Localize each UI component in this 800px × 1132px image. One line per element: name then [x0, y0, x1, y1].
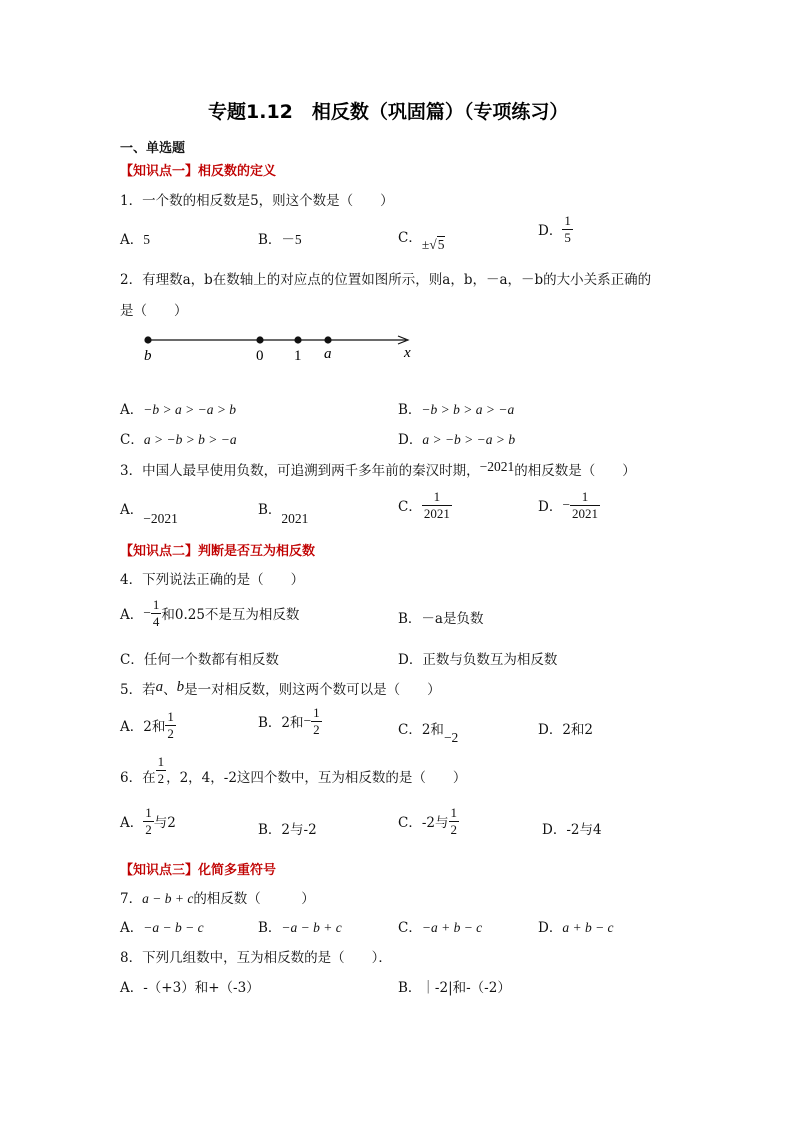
- option-label: A．: [120, 232, 144, 248]
- q2-option-b[interactable]: [398, 398, 514, 418]
- option-text: a > −b > b > −a: [143, 432, 237, 447]
- q5-stem: [120, 678, 441, 699]
- fraction: [151, 598, 162, 628]
- minus-sign: −: [303, 713, 312, 729]
- radicand: 5: [437, 237, 445, 252]
- q2-stem-line1: 2．有理数a，b在数轴上的对应点的位置如图所示，则a，b，－a，－b的大小关系正确的: [120, 272, 652, 288]
- fraction: [156, 755, 167, 785]
- q2-option-d[interactable]: [398, 428, 515, 448]
- q4-option-c[interactable]: [120, 648, 279, 668]
- numerator: 1: [450, 805, 457, 820]
- label-b: b: [144, 348, 152, 364]
- q1-option-c[interactable]: [398, 226, 445, 252]
- numerator: 1: [564, 213, 571, 228]
- q8-stem: 8．下列几组数中，互为相反数的是（ ）．: [120, 950, 392, 966]
- section-heading: 一、单选题: [120, 141, 186, 156]
- option-label: A．: [120, 607, 144, 624]
- denominator: 2: [450, 821, 457, 837]
- q6-stem-text-end: ，2，4，-2这四个数中，互为相反数的是（ ）: [166, 770, 467, 787]
- numerator: 1: [570, 490, 600, 506]
- option-label: D．: [538, 722, 563, 738]
- minus-sign: −: [143, 605, 151, 621]
- page-title: 专题1.12 相反数（巩固篇）（专项练习）: [208, 101, 569, 123]
- q2-stem-line2: 是（ ）: [120, 303, 188, 319]
- q1-stem: 1．一个数的相反数是5，则这个数是（ ）: [120, 193, 394, 209]
- q3-option-a[interactable]: [120, 498, 178, 526]
- option-label: D．: [538, 499, 563, 516]
- option-label: D．: [398, 652, 423, 668]
- option-text: −a + b − c: [421, 920, 483, 935]
- q1-option-d[interactable]: [538, 214, 573, 244]
- minus-sign: −: [562, 497, 570, 513]
- option-label: B．: [398, 402, 422, 418]
- option-text: -（+3）和+（-3）: [143, 980, 260, 996]
- option-text: −a − b + c: [281, 920, 342, 935]
- option-label: D．: [542, 822, 567, 838]
- option-text: a + b − c: [562, 920, 614, 935]
- option-label: A．: [120, 815, 144, 832]
- q5-stem-text: 5．若: [120, 682, 156, 698]
- denominator: 2021: [571, 505, 598, 521]
- q6-option-d[interactable]: [542, 818, 602, 838]
- option-label: C．: [120, 432, 144, 448]
- option-text: −b > a > −a > b: [143, 402, 237, 417]
- option-label: A．: [120, 502, 144, 518]
- option-label: A．: [120, 920, 144, 936]
- q8-option-a[interactable]: [120, 976, 260, 996]
- fraction: [143, 806, 154, 836]
- option-label: C．: [120, 652, 144, 668]
- denominator: 5: [564, 229, 571, 245]
- numerator: 1: [167, 709, 174, 724]
- numerator: 1: [422, 490, 452, 506]
- option-label: B．: [398, 980, 422, 996]
- option-label: B．: [258, 920, 282, 936]
- number-line-figure: [138, 328, 428, 368]
- label-a: a: [324, 346, 332, 362]
- option-text: −b > b > a > −a: [421, 402, 515, 417]
- var-b: b: [176, 679, 185, 695]
- option-label: D．: [398, 432, 423, 448]
- option-text: －a是负数: [421, 611, 484, 627]
- q7-stem: [120, 887, 315, 907]
- option-label: B．: [258, 232, 282, 248]
- fraction: [449, 806, 460, 836]
- option-label: B．: [258, 715, 282, 732]
- option-text: 5: [143, 232, 150, 247]
- q7-expression: a − b + c: [142, 891, 194, 906]
- option-text: -2与: [421, 815, 449, 832]
- option-text: 2与-2: [281, 822, 317, 838]
- numerator: 1: [152, 597, 160, 612]
- option-label: B．: [258, 502, 282, 518]
- option-label: C．: [398, 722, 422, 738]
- option-label: C．: [398, 499, 422, 516]
- label-x: x: [404, 345, 411, 361]
- denominator: 2: [313, 721, 320, 737]
- option-label: C．: [398, 230, 422, 246]
- q7-option-b[interactable]: [258, 916, 342, 936]
- option-text: 与2: [153, 815, 176, 832]
- denominator: 2: [167, 725, 174, 741]
- numerator: 1: [145, 805, 152, 820]
- option-label: C．: [398, 920, 422, 936]
- point-b: [144, 336, 151, 343]
- denominator: 2: [145, 821, 152, 837]
- var-a: a: [155, 679, 164, 695]
- option-value: −2: [443, 730, 459, 745]
- q5-option-a[interactable]: [120, 710, 176, 740]
- fraction: [311, 706, 322, 736]
- q6-option-a[interactable]: [120, 806, 176, 836]
- knowledge-point-2: 【知识点二】判断是否互为相反数: [120, 544, 316, 559]
- option-label: A．: [120, 402, 144, 418]
- q5-option-b[interactable]: [258, 706, 322, 736]
- point-zero: [256, 336, 263, 343]
- sqrt-expression: ±√5: [421, 237, 445, 252]
- q7-option-a[interactable]: [120, 916, 204, 936]
- option-text: －5: [281, 232, 302, 247]
- option-text: 和0.25不是互为相反数: [161, 607, 300, 624]
- label-zero: 0: [256, 348, 264, 364]
- q3-option-d[interactable]: [538, 490, 600, 520]
- q3-value: −2021: [479, 459, 515, 474]
- point-one: [294, 336, 301, 343]
- q3-stem: [120, 459, 636, 479]
- point-a: [324, 336, 331, 343]
- plus-minus: ±: [421, 237, 430, 252]
- label-one: 1: [294, 348, 302, 364]
- numerator: 1: [313, 705, 320, 720]
- q4-option-a[interactable]: [120, 598, 299, 628]
- denominator: 4: [152, 613, 160, 629]
- q3-option-c[interactable]: [398, 490, 452, 520]
- option-text: 2和: [421, 722, 444, 738]
- option-text: −a − b − c: [143, 920, 204, 935]
- option-text: −2021: [143, 511, 178, 526]
- numerator: 1: [157, 754, 165, 769]
- q6-stem-text: 6．在: [120, 770, 156, 787]
- fraction: [422, 490, 452, 520]
- separator: 、: [163, 682, 177, 698]
- q6-option-b[interactable]: [258, 818, 317, 838]
- q6-option-c[interactable]: [398, 806, 459, 836]
- fraction: [165, 710, 176, 740]
- fraction: [570, 490, 600, 520]
- option-label: A．: [120, 719, 144, 736]
- option-text: 2和: [143, 719, 166, 736]
- q7-number: 7．: [120, 891, 143, 907]
- q8-option-b[interactable]: [398, 976, 511, 996]
- option-text: 2和2: [562, 722, 594, 738]
- option-text: a > −b > −a > b: [422, 432, 516, 447]
- q5-stem-text-end: 是一对相反数，则这两个数可以是（ ）: [184, 682, 441, 698]
- q3-stem-text-end: 的相反数是（ ）: [514, 463, 636, 479]
- q7-option-d[interactable]: [538, 916, 614, 936]
- q6-stem: [120, 754, 467, 791]
- q5-option-c[interactable]: [398, 718, 459, 745]
- q3-stem-text: 3．中国人最早使用负数，可追溯到两千多年前的秦汉时期，: [120, 463, 480, 479]
- fraction: [562, 214, 573, 244]
- q2-option-c[interactable]: [120, 428, 237, 448]
- denominator: 2: [157, 770, 165, 786]
- denominator: 2021: [423, 505, 450, 521]
- q1-option-b[interactable]: [258, 228, 302, 248]
- option-label: D．: [538, 920, 563, 936]
- option-label: C．: [398, 815, 422, 832]
- option-label: D．: [538, 223, 563, 240]
- option-text: 任何一个数都有相反数: [143, 652, 279, 668]
- knowledge-point-1: 【知识点一】相反数的定义: [120, 164, 277, 179]
- q2-option-a[interactable]: [120, 398, 236, 418]
- option-text: -2与4: [566, 822, 602, 838]
- q7-stem-text: 的相反数（ ）: [193, 891, 315, 907]
- option-text: ｜-2|和-（-2）: [421, 980, 511, 996]
- option-label: A．: [120, 980, 144, 996]
- option-text: 2021: [281, 511, 309, 526]
- option-text: 正数与负数互为相反数: [422, 652, 558, 668]
- q7-option-c[interactable]: [398, 916, 482, 936]
- q4-option-b[interactable]: [398, 607, 483, 627]
- knowledge-point-3: 【知识点三】化简多重符号: [120, 863, 277, 878]
- option-label: B．: [258, 822, 282, 838]
- q4-stem: 4．下列说法正确的是（ ）: [120, 572, 305, 588]
- q5-option-d[interactable]: [538, 718, 593, 738]
- q1-option-a[interactable]: [120, 228, 150, 248]
- q3-option-b[interactable]: [258, 498, 309, 526]
- option-text: 2和: [281, 715, 304, 732]
- option-label: B．: [398, 611, 422, 627]
- q4-option-d[interactable]: [398, 648, 557, 668]
